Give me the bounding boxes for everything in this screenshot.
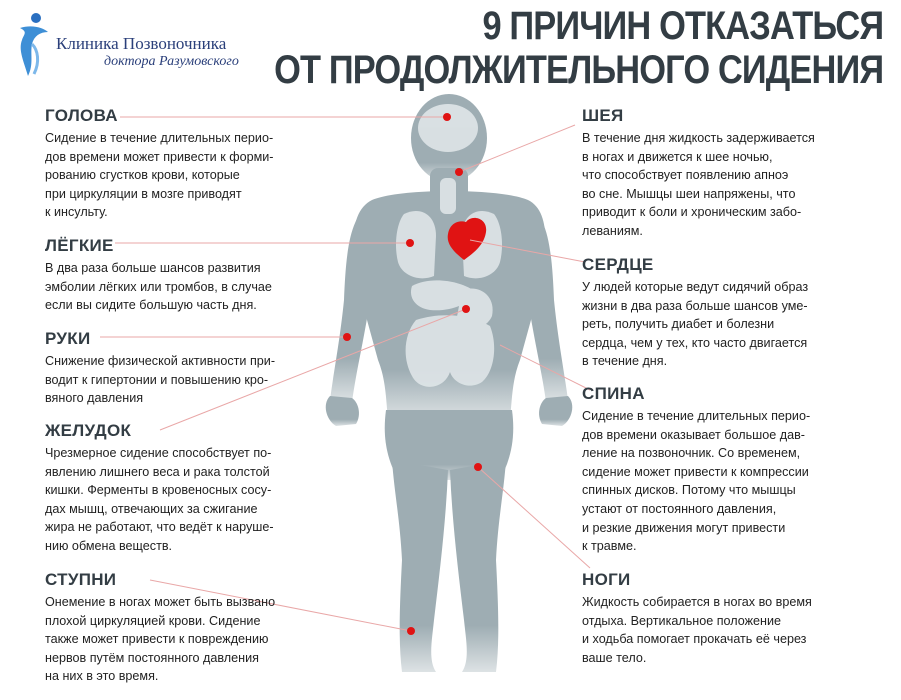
section-text: Жидкость собирается в ногах во время отдыха. Вертикальное положение и ходьба помогает прокачать её через ваше тело. — [582, 595, 812, 665]
section-heading: СПИНА — [582, 384, 645, 403]
trachea-shape — [440, 178, 456, 214]
section-back — [582, 384, 882, 556]
section-text: Онемение в ногах может быть вызвано плохой циркуляцией крови. Сидение также может привести к повреждению нервов путём постоянного давления на них в это время. — [45, 595, 276, 684]
section-head — [45, 106, 345, 222]
section-text: Сидение в течение длительных перио- дов времени оказывает большое дав- ление на позвоночник. Со временем, сидение может привести к компрессии спинных дисков. Потому что мышцы устают от постоянного давления, и резкие движения могут привести к травме. — [582, 409, 811, 554]
section-heading: ЖЕЛУДОК — [45, 421, 132, 440]
section-legs — [582, 570, 882, 667]
section-heading: ЛЁГКИЕ — [45, 236, 114, 255]
marker-stomach — [462, 305, 470, 313]
marker-neck — [455, 168, 463, 176]
section-text: Сидение в течение длительных перио- дов времени может привести к форми- рованию сгустков крови, которые при циркуляции в мозге приводят к инсульту. — [45, 131, 274, 220]
section-lungs — [45, 236, 345, 315]
marker-lungs — [406, 239, 414, 247]
section-text: В два раза больше шансов развития эмболии лёгких или тромбов, в случае если вы сидите большую часть дня. — [45, 261, 272, 313]
section-heading: СТУПНИ — [45, 570, 117, 589]
marker-legs — [474, 463, 482, 471]
section-text: Чрезмерное сидение способствует по- явлению лишнего веса и рака толстой кишки. Ферменты в кровеносных сосу- дах мышц, отвечающих за сжигание жира не работают, что ведёт к наруше- нию обмена веществ. — [45, 446, 274, 553]
section-stomach — [45, 421, 345, 556]
left-lung-shape — [396, 211, 436, 278]
section-text: Снижение физической активности при- водит к гипертонии и повышению кро- вяного давления — [45, 354, 276, 406]
section-heading: ГОЛОВА — [45, 106, 118, 125]
brain-shape — [418, 104, 478, 152]
section-heading: СЕРДЦЕ — [582, 255, 654, 274]
marker-head — [443, 113, 451, 121]
section-neck — [582, 106, 882, 241]
logo-doctor-name: доктора Разумовского — [104, 54, 239, 69]
marker-feet — [407, 627, 415, 635]
section-heading: НОГИ — [582, 570, 631, 589]
section-heading: ШЕЯ — [582, 106, 624, 125]
section-heart — [582, 255, 882, 371]
section-feet — [45, 570, 345, 686]
title-line-2: ОТ ПРОДОЛЖИТЕЛЬНОГО СИДЕНИЯ — [273, 48, 883, 92]
title-line-1: 9 ПРИЧИН ОТКАЗАТЬСЯ — [482, 4, 883, 48]
logo-clinic-name: Клиника Позвоночника — [56, 34, 227, 53]
section-heading: РУКИ — [45, 329, 91, 348]
section-arms — [45, 329, 345, 408]
section-text: У людей которые ведут сидячий образ жизни в два раза больше шансов уме- реть, получить диабет и болезни сердца, чем у тех, кто часто двигается в течение дня. — [582, 280, 809, 369]
section-text: В течение дня жидкость задерживается в ногах и движется к шее ночью, что способствует появлению апноэ во сне. Мышцы шеи напряжены, что приводит к боли и хроническим забо- леваниям. — [582, 131, 815, 238]
